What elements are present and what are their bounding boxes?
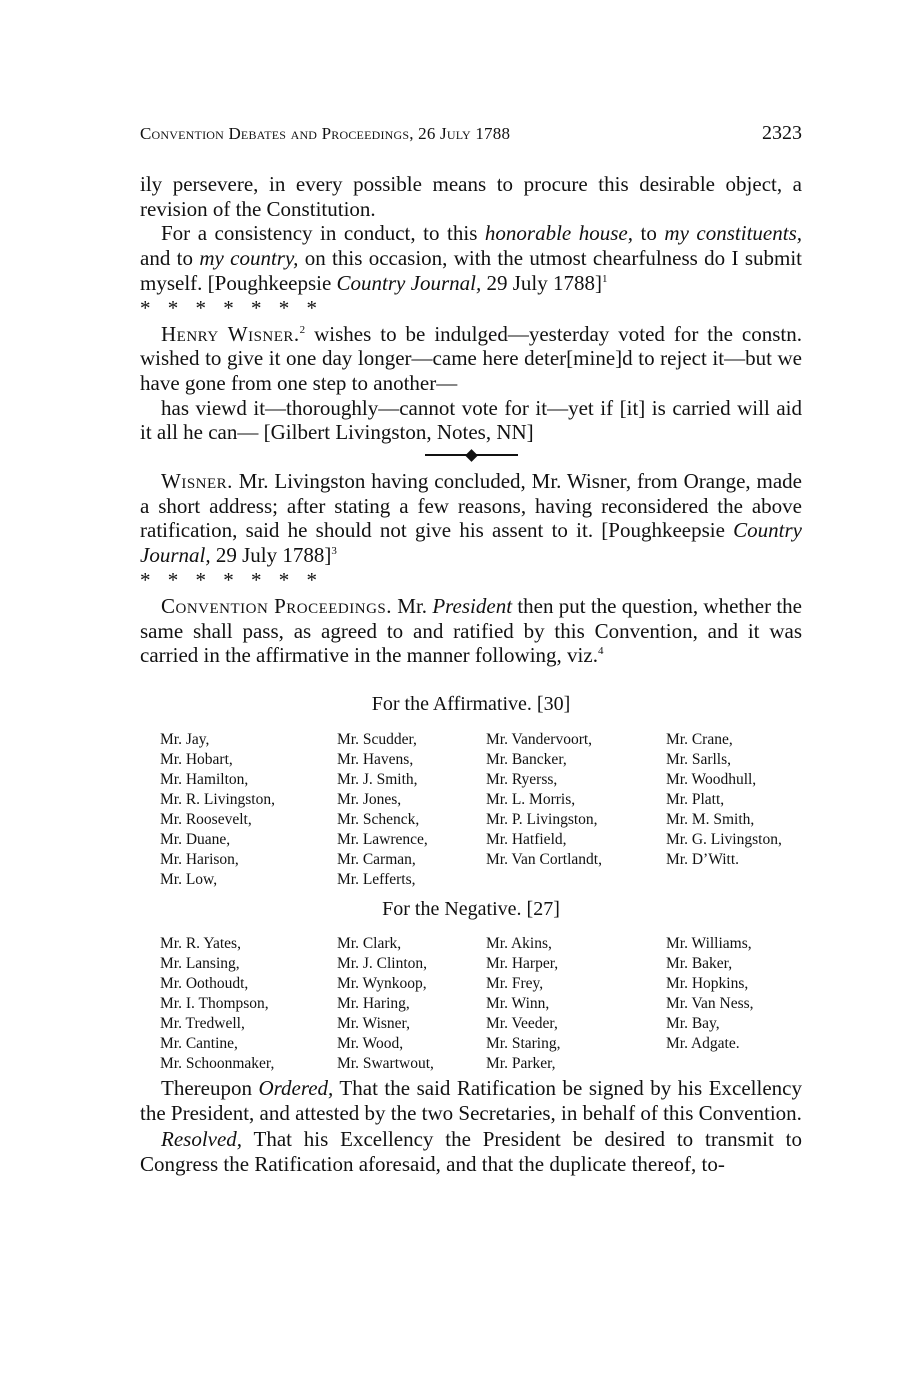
delegate-name: Mr. R. Yates, [160, 935, 241, 952]
delegate-name: Mr. Wynkoop, [337, 975, 427, 992]
delegate-name: Mr. Van Cortlandt, [486, 851, 602, 868]
delegate-name: Mr. Parker, [486, 1055, 556, 1072]
negative-vote-table [160, 934, 820, 1074]
delegate-name: Mr. J. Clinton, [337, 955, 428, 972]
delegate-name: Mr. Schoonmaker, [160, 1055, 275, 1072]
page-header [140, 122, 802, 145]
delegate-name: Mr. M. Smith, [666, 811, 755, 828]
delegate-name: Mr. Swartwout, [337, 1055, 434, 1072]
vote-row [160, 974, 820, 994]
delegate-name: Mr. Veeder, [486, 1015, 558, 1032]
vote-row [160, 810, 820, 830]
section-separator: * * * * * * * [140, 295, 323, 320]
delegate-name: Mr. Woodhull, [666, 771, 757, 788]
delegate-name: Mr. Baker, [666, 955, 733, 972]
delegate-name: Mr. Hamilton, [160, 771, 249, 788]
speaker-name: Convention Proceedings. [161, 593, 393, 618]
delegate-name [486, 870, 666, 890]
paragraph-consistency: For a consistency in conduct, to this honorable house, to my constituents, and to my country, on this occasion, with the utmost chearfulness do I submit myself. [Poughkeepsie Country Journal, 29 July 1788]$^1$ [140, 221, 802, 295]
delegate-name: Mr. Vandervoort, [486, 731, 593, 748]
vote-row [160, 934, 820, 954]
delegate-name: Mr. Sarlls, [666, 751, 732, 768]
delegate-name: Mr. D’Witt. [666, 851, 739, 868]
delegate-name: Mr. I. Thompson, [160, 995, 269, 1012]
delegate-name: Mr. Harison, [160, 851, 239, 868]
delegate-name: Mr. Lansing, [160, 955, 240, 972]
delegate-name: Mr. Cantine, [160, 1035, 238, 1052]
footnote-ref: 1 [601, 272, 608, 285]
delegate-name: Mr. Hobart, [160, 751, 233, 768]
delegate-name [666, 870, 820, 890]
delegate-name: Mr. Schenck, [337, 811, 420, 828]
delegate-name: Mr. Hopkins, [666, 975, 749, 992]
delegate-name: Mr. Ryerss, [486, 771, 558, 788]
vote-row [160, 1054, 820, 1074]
footnote-ref: 2 [299, 323, 306, 336]
delegate-name: Mr. Harper, [486, 955, 559, 972]
delegate-name: Mr. Tredwell, [160, 1015, 245, 1032]
paragraph-wisner-notes: Henry Wisner.$^2$ wishes to be indulged—yesterday voted for the constn. wished to give it one day longer—came here deter[mine]d to reject it—but we have gone from one step to another— [140, 321, 802, 395]
paragraph-continuation: ily persevere, in every possible means to procure this desirable object, a revision of the Constitution. [140, 172, 802, 221]
delegate-name: Mr. Frey, [486, 975, 544, 992]
delegate-name: Mr. Hatfield, [486, 831, 567, 848]
delegate-name: Mr. P. Livingston, [486, 811, 598, 828]
running-head: Convention Debates and Proceedings, 26 July 1788 [140, 124, 511, 143]
affirmative-vote-table [160, 730, 820, 890]
vote-row [160, 750, 820, 770]
delegate-name: Mr. Duane, [160, 831, 231, 848]
delegate-name: Mr. Low, [160, 871, 218, 888]
delegate-name: Mr. Platt, [666, 791, 725, 808]
delegate-name: Mr. Bay, [666, 1015, 720, 1032]
footnote-ref: 3 [331, 545, 337, 558]
delegate-name: Mr. Haring, [337, 995, 410, 1012]
delegate-name [666, 1054, 820, 1074]
delegate-name: Mr. Williams, [666, 935, 752, 952]
page-number: 2323 [762, 122, 802, 144]
delegate-name: Mr. Lefferts, [337, 871, 416, 888]
vote-row [160, 770, 820, 790]
vote-row [160, 850, 820, 870]
paragraph-wisner-notes-cont: has viewd it—thoroughly—cannot vote for it—yet if [it] is carried will aid it all he can— [Gilbert Livingston, Notes, NN] [140, 395, 802, 445]
section-separator: * * * * * * * [140, 567, 323, 592]
delegate-name: Mr. Wisner, [337, 1015, 410, 1032]
speaker-name: Wisner. [161, 469, 233, 494]
delegate-name: Mr. Lawrence, [337, 831, 428, 848]
delegate-name: Mr. Staring, [486, 1035, 561, 1052]
delegate-name: Mr. R. Livingston, [160, 791, 275, 808]
negative-heading: For the Negative. [27] [382, 898, 560, 920]
delegate-name: Mr. Jones, [337, 791, 402, 808]
delegate-name: Mr. Oothoudt, [160, 975, 249, 992]
delegate-name: Mr. Wood, [337, 1035, 404, 1052]
vote-row [160, 790, 820, 810]
affirmative-heading: For the Affirmative. [30] [371, 693, 571, 715]
ornament-divider [140, 445, 802, 465]
footnote-ref: 4 [597, 645, 604, 658]
delegate-name: Mr. J. Smith, [337, 771, 418, 788]
paragraph-wisner-journal: Wisner. Mr. Livingston having concluded, Mr. Wisner, from Orange, made a short address; after stating a few reasons, having reconsidered the above ratification, said he should not give his assent to it. [Poughkeepsie Country Journal, 29 July 1788]$^3$ [140, 469, 802, 568]
body-text-bottom [140, 1076, 802, 1177]
speaker-name: Henry Wisner. [161, 321, 300, 346]
delegate-name: Mr. L. Morris, [486, 791, 576, 808]
delegate-name: Mr. Adgate. [666, 1035, 740, 1052]
vote-row [160, 730, 820, 750]
paragraph-ordered: Thereupon Ordered, That the said Ratification be signed by his Excellency the President, and attested by the two Secretaries, in behalf of this Convention. [140, 1076, 802, 1125]
vote-row [160, 830, 820, 850]
vote-row [160, 954, 820, 974]
diamond-ornament-icon [465, 449, 478, 462]
delegate-name: Mr. G. Livingston, [666, 831, 782, 848]
delegate-name: Mr. Scudder, [337, 731, 417, 748]
delegate-name: Mr. Akins, [486, 935, 552, 952]
vote-row [160, 870, 820, 890]
delegate-name: Mr. Bancker, [486, 751, 567, 768]
vote-row [160, 1034, 820, 1054]
delegate-name: Mr. Havens, [337, 751, 414, 768]
delegate-name: Mr. Jay, [160, 731, 210, 748]
delegate-name: Mr. Crane, [666, 731, 733, 748]
vote-row [160, 1014, 820, 1034]
paragraph-resolved: Resolved, That his Excellency the President be desired to transmit to Congress the Ratification aforesaid, and that the duplicate thereof, to- [140, 1127, 802, 1177]
body-text-top [140, 172, 802, 668]
delegate-name: Mr. Carman, [337, 851, 416, 868]
delegate-name: Mr. Winn, [486, 995, 550, 1012]
delegate-name: Mr. Clark, [337, 935, 402, 952]
delegate-name: Mr. Van Ness, [666, 995, 754, 1012]
vote-row [160, 994, 820, 1014]
paragraph-proceedings: Convention Proceedings. Mr. President then put the question, whether the same shall pass, as agreed to and ratified by this Convention, and it was carried in the affirmative in the manner following, viz.$^4$ [140, 593, 802, 668]
delegate-name: Mr. Roosevelt, [160, 811, 252, 828]
